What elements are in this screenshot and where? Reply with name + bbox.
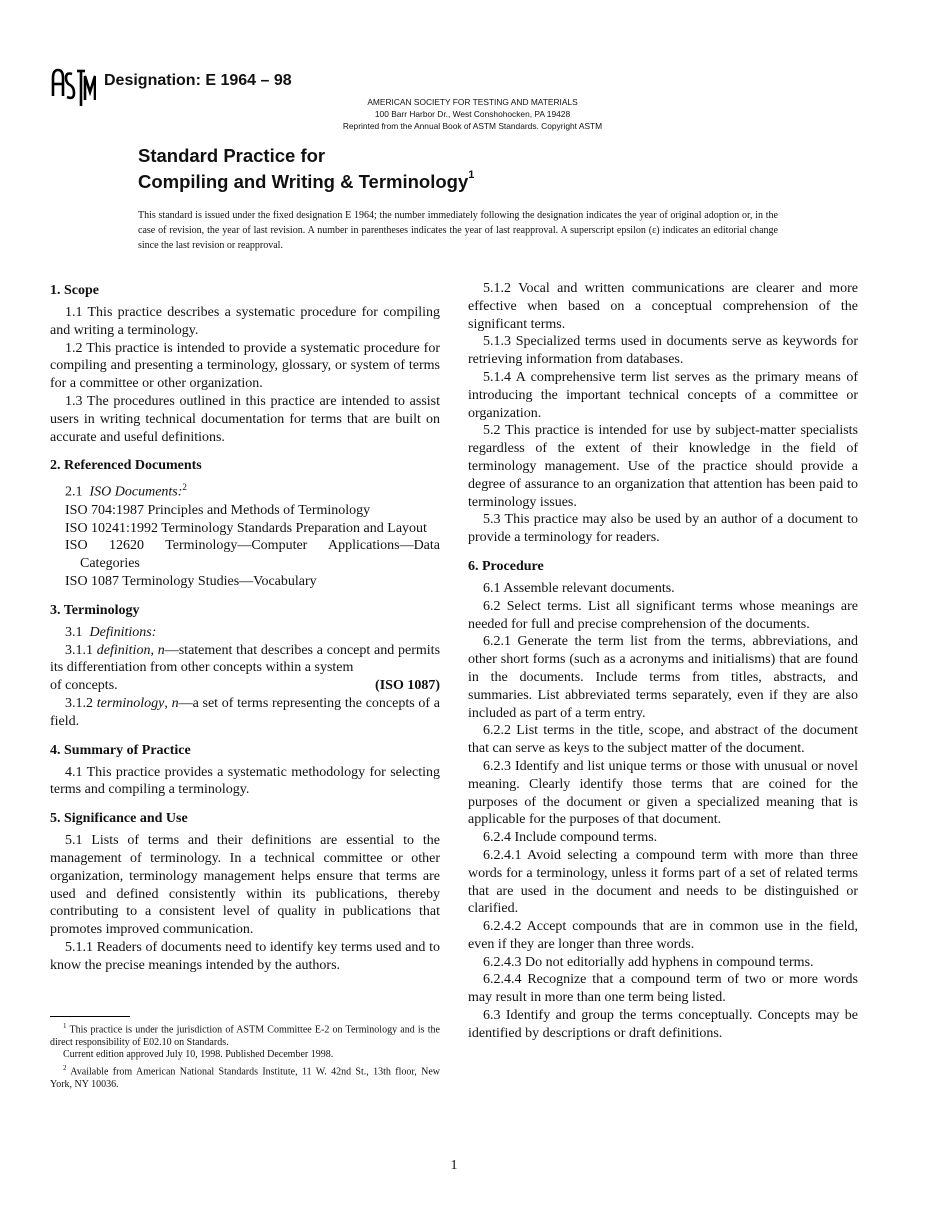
clause-heading: ISO Documents: xyxy=(89,485,183,501)
section-heading: 2. Referenced Documents xyxy=(50,458,202,474)
reference-item: ISO 12620 Terminology—Computer Applications—Data Categories xyxy=(65,538,440,572)
paragraph: 4.1 This practice provides a systematic methodology for selecting terms and compiling a terminology. xyxy=(50,764,440,798)
clause-heading: Definitions: xyxy=(89,624,157,640)
footnote-text: Available from American National Standards Institute, 11 W. 42nd St., 13th floor, New York, NY 10036. xyxy=(50,1066,441,1090)
reference-item: ISO 704:1987 Principles and Methods of Terminology xyxy=(65,502,371,518)
paragraph: 5.1.2 Vocal and written communications are clearer and more effective when based on a conceptual comprehension of the significant terms. xyxy=(468,281,858,332)
paragraph: 1.2 This practice is intended to provide a systematic procedure for compiling and presenting a terminology, glossary, or system of terms for a committee or other organization. xyxy=(50,340,440,392)
publisher-line: AMERICAN SOCIETY FOR TESTING AND MATERIALS xyxy=(367,97,578,107)
definition-source: (ISO 1087) xyxy=(375,678,440,694)
astm-logo xyxy=(50,66,96,110)
reference-item: ISO 1087 Terminology Studies—Vocabulary xyxy=(65,574,317,590)
left-column xyxy=(50,280,440,975)
footnote-text: This practice is under the jurisdiction of ASTM Committee E-2 on Terminology and is the direct responsibility of E02.10 on Standards. xyxy=(50,1024,440,1048)
paragraph xyxy=(50,624,440,642)
defined-term: terminology xyxy=(96,696,165,711)
section-heading: 5. Significance and Use xyxy=(50,811,188,827)
footnote xyxy=(50,1020,440,1049)
paragraph: 6.2.2 List terms in the title, scope, and abstract of the document that can serve as keys to the subject matter of the document. xyxy=(468,723,858,757)
footnote xyxy=(50,1062,440,1091)
clause-number: 3.1.2 xyxy=(65,696,93,711)
paragraph: 5.1.4 A comprehensive term list serves as the primary means of introducing the important technical concepts of a committee or organization. xyxy=(468,369,858,421)
paragraph: 6.2.4.1 Avoid selecting a compound term with more than three words for a terminology, unless it forms part of a set of related terms that are used in the document and needs to be distinguished or clarified. xyxy=(468,847,858,917)
document-title xyxy=(138,145,474,193)
definition-text: —a set of terms representing the concepts of a field. xyxy=(50,696,441,729)
standard-notice: This standard is issued under the fixed designation E 1964; the number immediately following the designation indicates the year of original adoption or, in the case of revision, the year of last revision. A number in parentheses indicates the year of last reapproval. A superscript epsilon (ε) indicates an editorial change since the last revision or reapproval. xyxy=(138,210,778,251)
clause-number: 2.1 xyxy=(65,485,83,501)
paragraph: 6.2.1 Generate the term list from the terms, abbreviations, and other short forms (such as a acronyms and initialisms) that are found in the documents. Include terms from titles, abstracts, and summaries. List abbreviated terms separately, even if they are also included as part of a term entry. xyxy=(468,634,858,721)
definition-source-line xyxy=(50,677,440,695)
paragraph: 5.3 This practice may also be used by an author of a document to provide a terminology for readers. xyxy=(468,512,858,546)
footnote: Current edition approved July 10, 1998. Published December 1998. xyxy=(63,1049,334,1061)
publisher-line: 100 Barr Harbor Dr., West Conshohocken, PA 19428 xyxy=(374,109,571,119)
paragraph: 5.2 This practice is intended for use by subject-matter specialists regardless of the extent of their knowledge in the field of terminology management. Use of the practice should provide a degree of assurance to an organization that attention has been paid to terminology issues. xyxy=(468,423,858,510)
footnotes xyxy=(50,1020,440,1091)
section-heading: 4. Summary of Practice xyxy=(50,742,191,758)
paragraph: 1.3 The procedures outlined in this practice are intended to assist users in writing technical documentation for terms that are built on accurate and useful definitions. xyxy=(50,393,440,445)
section-heading: 3. Terminology xyxy=(50,602,140,618)
paragraph: 5.1.3 Specialized terms used in documents serve as keywords for retrieving information from databases. xyxy=(468,334,858,368)
definition-text: of concepts. xyxy=(50,678,118,694)
section-heading: 6. Procedure xyxy=(468,558,544,574)
designation: Designation: E 1964 – 98 xyxy=(104,72,292,89)
paragraph: 6.2.4.2 Accept compounds that are in common use in the field, even if they are longer than three words. xyxy=(468,919,858,952)
clause-number: 3.1.1 xyxy=(65,642,93,658)
title-line-1: Standard Practice for xyxy=(138,145,326,166)
paragraph xyxy=(50,479,440,501)
publisher-block xyxy=(300,96,645,132)
paragraph: 6.2.4 Include compound terms. xyxy=(483,830,658,846)
paragraph: 6.1 Assemble relevant documents. xyxy=(483,580,675,596)
page-number: 1 xyxy=(450,1158,458,1173)
paragraph: 5.1.1 Readers of documents need to identify key terms used and to know the precise meanings intended by the authors. xyxy=(50,939,440,973)
right-column xyxy=(468,280,858,1043)
paragraph: 1.1 This practice describes a systematic procedure for compiling and writing a terminology. xyxy=(50,305,440,338)
paragraph: 6.2.4.4 Recognize that a compound term of two or more words may result in more than one term being listed. xyxy=(468,972,858,1006)
part-of-speech: n xyxy=(171,696,179,711)
title-text: Compiling and Writing & Terminology xyxy=(138,171,469,193)
title-line-2 xyxy=(138,167,474,193)
paragraph: 6.3 Identify and group the terms conceptually. Concepts may be identified by descriptions or draft definitions. xyxy=(468,1008,858,1041)
footnote-marker: 2 xyxy=(63,1063,67,1072)
paragraph: 6.2.3 Identify and list unique terms or those with unusual or novel meaning. Clearly identify those terms that are coined for the purposes of the document or given a specialized meaning that is applicable for the purposes of that document. xyxy=(468,758,858,828)
footnote-ref: 2 xyxy=(182,482,187,493)
footnote-marker: 1 xyxy=(63,1022,67,1030)
part-of-speech: n xyxy=(157,642,165,658)
footnote-rule xyxy=(50,1016,130,1017)
definition-paragraph: 3.1.2 terminology, n—a set of terms representing the concepts of a field. xyxy=(50,696,441,729)
publisher-line: Reprinted from the Annual Book of ASTM Standards. Copyright ASTM xyxy=(342,121,603,131)
defined-term: definition xyxy=(96,642,151,658)
paragraph: 6.2 Select terms. List all significant terms whose meanings are needed for full and precise comprehension of the documents. xyxy=(468,598,858,632)
paragraph: 6.2.4.3 Do not editorially add hyphens in compound terms. xyxy=(483,954,814,970)
section-heading: 1. Scope xyxy=(50,283,99,298)
paragraph: 5.1 Lists of terms and their definitions are essential to the management of terminology. In a technical committee or other organization, terminology management helps ensure that terms are used and defined consistently within its publications, thereby contributing to a consistent level of quality in publications that promotes improved communication. xyxy=(50,833,440,938)
clause-number: 3.1 xyxy=(65,624,83,640)
reference-item: ISO 10241:1992 Terminology Standards Preparation and Layout xyxy=(65,520,427,536)
definition-paragraph: 3.1.1 definition, n—statement that describes a concept and permits its differentiation from other concepts within a system xyxy=(50,642,441,676)
definition-text: —statement that describes a concept and permits its differentiation from other concepts within a system xyxy=(50,642,441,676)
footnote-ref: 1 xyxy=(468,169,475,181)
